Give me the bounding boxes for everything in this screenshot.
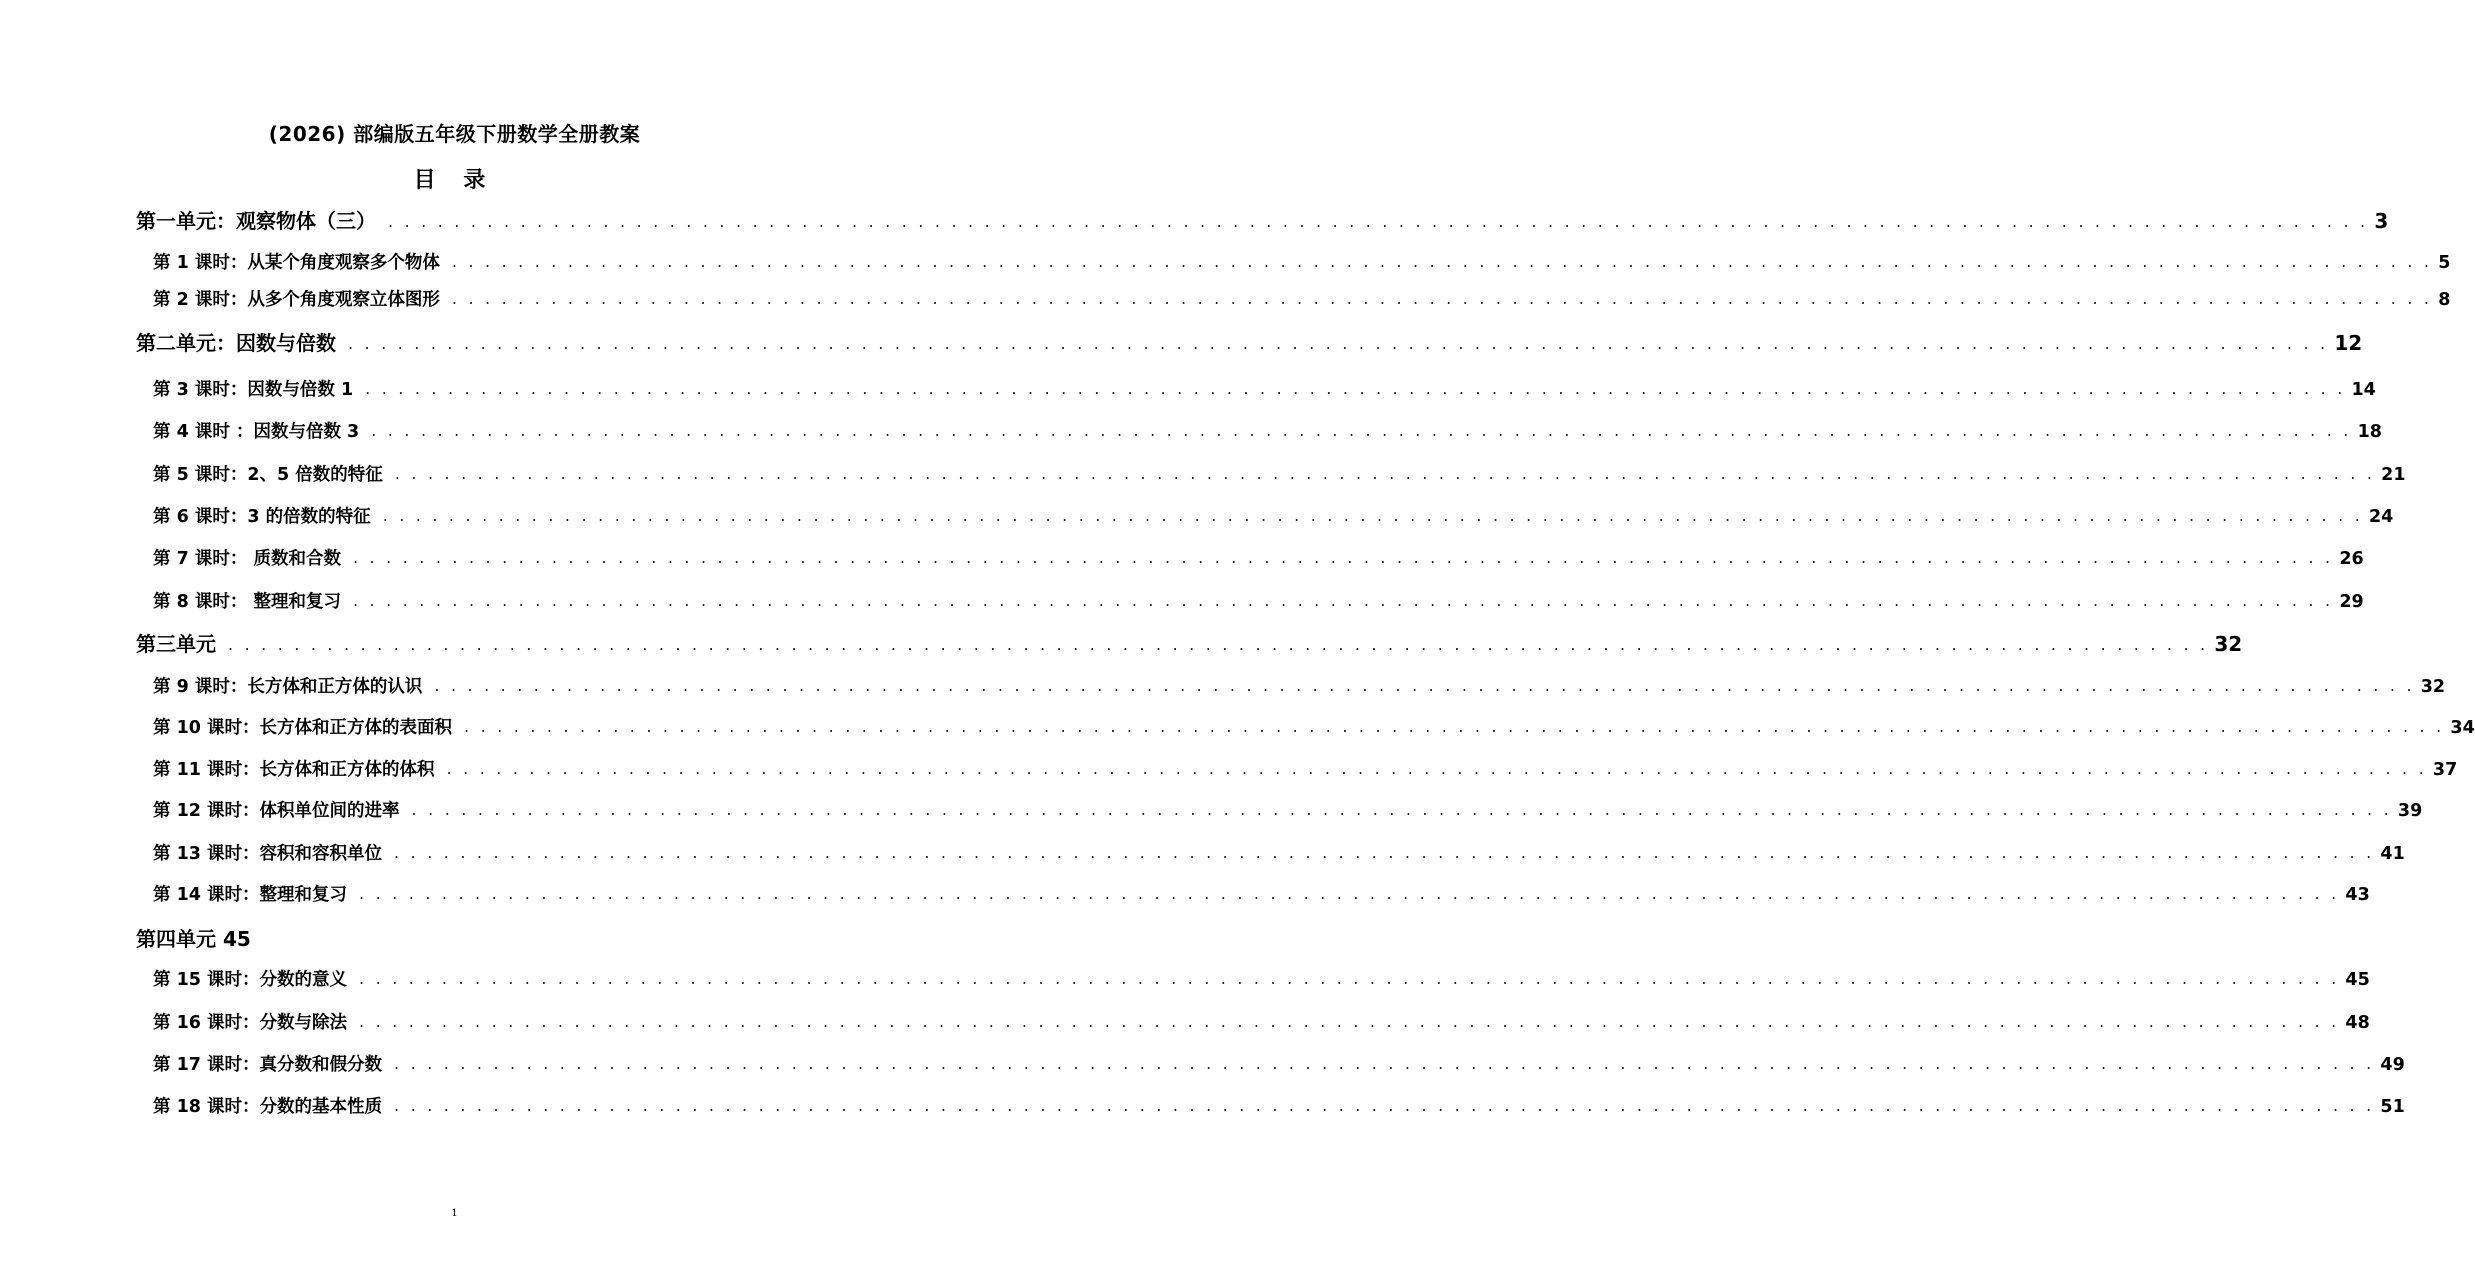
toc-dot-leader: . . . . . . . . . . . . . . . . . . . . . . . . . . . . . . . . . . . . . . . . . . . . . . . . . . . . . . . . . . . . . . . . . . . . . . . . . . . . . . . . . . . . . . . . . . . . . . . . . . . . . . . . . . . . . . . . . . . . . . . .	[434, 676, 2415, 695]
toc-lesson-entry[interactable]	[153, 714, 2475, 739]
toc-entry-page-number: 14	[2351, 380, 2376, 400]
toc-lesson-entry[interactable]	[153, 461, 2406, 486]
toc-entry-label: 第 12 课时：体积单位间的进率	[153, 801, 400, 821]
toc-lesson-entry[interactable]	[153, 673, 2446, 698]
toc-entry-page-number: 12	[2334, 331, 2363, 355]
toc-entry-page-number: 41	[2380, 844, 2405, 864]
toc-entry-page-number: 24	[2368, 507, 2394, 527]
toc-entry-label: 第 14 课时：整理和复习	[153, 885, 348, 905]
toc-entry-label: 第 9 课时：长方体和正方体的认识	[153, 677, 423, 697]
toc-entry-label: 第一单元：观察物体（三）	[136, 209, 376, 233]
toc-lesson-entry[interactable]	[153, 881, 2370, 906]
toc-entry-page-number: 43	[2345, 885, 2370, 905]
toc-dot-leader: . . . . . . . . . . . . . . . . . . . . . . . . . . . . . . . . . . . . . . . . . . . . . . . . . . . . . . . . . . . . . . . . . . . . . . . . . . . . . . . . . . . . . . . . . . . . . . . . . . . . . . . . . . . . . . . . . . . . . . . .	[359, 969, 2340, 988]
toc-lesson-entry[interactable]	[153, 286, 2451, 311]
toc-lesson-entry[interactable]	[153, 249, 2451, 274]
toc-entry-page-number: 26	[2339, 549, 2364, 569]
toc-lesson-entry[interactable]	[153, 756, 2458, 781]
toc-lesson-entry[interactable]	[153, 1093, 2405, 1118]
toc-entry-label: 第三单元	[136, 632, 216, 656]
toc-entry-label: 第 4 课时 ：因数与倍数 3	[153, 422, 360, 442]
toc-entry-page-number: 5	[2438, 253, 2451, 273]
toc-entry-page-number: 29	[2339, 592, 2364, 612]
toc-dot-leader: . . . . . . . . . . . . . . . . . . . . . . . . . . . . . . . . . . . . . . . . . . . . . . . . . . . . . . . . . . . . . . . . . . . . . . . . . . . . . . . . . . . . . . . . . . . . . . . . . . . . . . . . . . . . . . . . . . . . . . . .	[451, 252, 2433, 271]
toc-dot-leader: . . . . . . . . . . . . . . . . . . . . . . . . . . . . . . . . . . . . . . . . . . . . . . . . . . . . . . . . . . . . . . . . . . . . . . . . . . . . . . . . . . . . . . . . . . . . . . . . . . . . . . . . . . . . . . . . . . . . . . . .	[365, 379, 2346, 398]
toc-entry-label: 第 17 课时：真分数和假分数	[153, 1055, 383, 1075]
footer-page-number: 1	[451, 1208, 458, 1219]
toc-entry-label: 第 2 课时：从多个角度观察立体图形	[153, 290, 440, 310]
toc-entry-page-number: 21	[2381, 465, 2406, 485]
toc-entry-page-number: 39	[2397, 801, 2423, 821]
toc-entry-label: 第 3 课时：因数与倍数 1	[153, 380, 354, 400]
toc-lesson-entry[interactable]	[153, 588, 2364, 613]
toc-entry-page-number: 34	[2450, 718, 2475, 738]
toc-dot-leader: . . . . . . . . . . . . . . . . . . . . . . . . . . . . . . . . . . . . . . . . . . . . . . . . . . . . . . . . . . . . . . . . . . . . . . . . . . . . . . . . . . . . . . . . . . . . . . . . . . . . . . . . . . . . . . . . . . . . . . . .	[371, 421, 2352, 440]
toc-lesson-entry[interactable]	[153, 503, 2394, 528]
toc-lesson-entry[interactable]	[153, 797, 2423, 822]
toc-dot-leader: . . . . . . . . . . . . . . . . . . . . . . . . . . . . . . . . . . . . . . . . . . . . . . . . . . . . . . . . . . . . . . . . . . . . . . . . . . . . . . . . . . . . . . . . . . . . . . . . . . . . . . . . . . . . . . . . . . . . . . . .	[348, 334, 2329, 353]
toc-entry-page-number: 18	[2357, 422, 2382, 442]
toc-lesson-entry[interactable]	[153, 418, 2382, 443]
toc-entry-page-number: 48	[2345, 1013, 2370, 1033]
toc-unit-entry[interactable]	[136, 628, 2243, 657]
toc-entry-label: 第 13 课时：容积和容积单位	[153, 844, 383, 864]
toc-entry-page-number: 8	[2438, 290, 2451, 310]
toc-entry-label: 第 6 课时：3 的倍数的特征	[153, 507, 371, 527]
toc-dot-leader: . . . . . . . . . . . . . . . . . . . . . . . . . . . . . . . . . . . . . . . . . . . . . . . . . . . . . . . . . . . . . . . . . . . . . . . . . . . . . . . . . . . . . . . . . . . . . . . . . . . . . . . . . . . . . . . . . . . . . . . .	[394, 1096, 2375, 1115]
toc-entry-page-number: 51	[2380, 1097, 2405, 1117]
toc-dot-leader: . . . . . . . . . . . . . . . . . . . . . . . . . . . . . . . . . . . . . . . . . . . . . . . . . . . . . . . . . . . . . . . . . . . . . . . . . . . . . . . . . . . . . . . . . . . . . . . . . . . . . . . . . . . . . . . . . . . . . . . .	[394, 1054, 2375, 1073]
toc-entry-label: 第 7 课时： 质数和合数	[153, 549, 341, 569]
toc-heading: 目 录	[413, 168, 496, 193]
toc-dot-leader: . . . . . . . . . . . . . . . . . . . . . . . . . . . . . . . . . . . . . . . . . . . . . . . . . . . . . . . . . . . . . . . . . . . . . . . . . . . . . . . . . . . . . . . . . . . . . . . . . . . . . . . . . . . . . . . . . . . . . . . .	[394, 843, 2375, 862]
toc-unit-entry[interactable]	[136, 205, 2389, 234]
toc-dot-leader: . . . . . . . . . . . . . . . . . . . . . . . . . . . . . . . . . . . . . . . . . . . . . . . . . . . . . . . . . . . . . . . . . . . . . . . . . . . . . . . . . . . . . . . . . . . . . . . . . . . . . . . . . . . . . . . . . . . . . . . .	[451, 289, 2433, 308]
toc-entry-label: 第 1 课时：从某个角度观察多个物体	[153, 253, 440, 273]
toc-dot-leader: . . . . . . . . . . . . . . . . . . . . . . . . . . . . . . . . . . . . . . . . . . . . . . . . . . . . . . . . . . . . . . . . . . . . . . . . . . . . . . . . . . . . . . . . . . . . . . . . . . . . . . . . . . . . . . . . . . . . . . . .	[228, 635, 2209, 654]
toc-lesson-entry[interactable]	[153, 1009, 2370, 1034]
toc-dot-leader: . . . . . . . . . . . . . . . . . . . . . . . . . . . . . . . . . . . . . . . . . . . . . . . . . . . . . . . . . . . . . . . . . . . . . . . . . . . . . . . . . . . . . . . . . . . . . . . . . . . . . . . . . . . . . . . . . . . . . . . .	[359, 884, 2340, 903]
toc-dot-leader: . . . . . . . . . . . . . . . . . . . . . . . . . . . . . . . . . . . . . . . . . . . . . . . . . . . . . . . . . . . . . . . . . . . . . . . . . . . . . . . . . . . . . . . . . . . . . . . . . . . . . . . . . . . . . . . . . . . . . . . .	[464, 717, 2445, 736]
document-title: (2026) 部编版五年级下册数学全册教案	[268, 122, 641, 146]
toc-lesson-entry[interactable]	[153, 966, 2370, 991]
toc-lesson-entry[interactable]	[153, 840, 2405, 865]
toc-unit-entry[interactable]	[136, 327, 2363, 356]
toc-dot-leader: . . . . . . . . . . . . . . . . . . . . . . . . . . . . . . . . . . . . . . . . . . . . . . . . . . . . . . . . . . . . . . . . . . . . . . . . . . . . . . . . . . . . . . . . . . . . . . . . . . . . . . . . . . . . . . . . . . . . . . . .	[352, 548, 2334, 567]
toc-entry-label: 第 10 课时：长方体和正方体的表面积	[153, 718, 453, 738]
toc-dot-leader: . . . . . . . . . . . . . . . . . . . . . . . . . . . . . . . . . . . . . . . . . . . . . . . . . . . . . . . . . . . . . . . . . . . . . . . . . . . . . . . . . . . . . . . . . . . . . . . . . . . . . . . . . . . . . . . . . . . . . . . .	[446, 759, 2427, 778]
toc-dot-leader: . . . . . . . . . . . . . . . . . . . . . . . . . . . . . . . . . . . . . . . . . . . . . . . . . . . . . . . . . . . . . . . . . . . . . . . . . . . . . . . . . . . . . . . . . . . . . . . . . . . . . . . . . . . . . . . . . . . . . . . .	[359, 1012, 2340, 1031]
toc-entry-page-number: 32	[2214, 632, 2243, 656]
toc-dot-leader: . . . . . . . . . . . . . . . . . . . . . . . . . . . . . . . . . . . . . . . . . . . . . . . . . . . . . . . . . . . . . . . . . . . . . . . . . . . . . . . . . . . . . . . . . . . . . . . . . . . . . . . . . . . . . . . . . . . . . . . .	[394, 464, 2376, 483]
toc-dot-leader: . . . . . . . . . . . . . . . . . . . . . . . . . . . . . . . . . . . . . . . . . . . . . . . . . . . . . . . . . . . . . . . . . . . . . . . . . . . . . . . . . . . . . . . . . . . . . . . . . . . . . . . . . . . . . . . . . . . . . . . .	[388, 212, 2369, 231]
toc-entry-page-number: 45	[2345, 970, 2370, 990]
toc-unit-entry[interactable]	[136, 923, 760, 952]
toc-entry-page-number: 49	[2380, 1055, 2405, 1075]
toc-entry-label: 第 8 课时： 整理和复习	[153, 592, 341, 612]
toc-dot-leader: . . . . . . . . . . . . . . . . . . . . . . . . . . . . . . . . . . . . . . . . . . . . . . . . . . . . . . . . . . . . . . . . . . . . . . . . . . . . . . . . . . . . . . . . . . . . . . . . . . . . . . . . . . . . . . . . . . . . . . . .	[411, 800, 2392, 819]
toc-entry-page-number: 37	[2432, 760, 2458, 780]
toc-lesson-entry[interactable]	[153, 545, 2364, 570]
toc-dot-leader: . . . . . . . . . . . . . . . . . . . . . . . . . . . . . . . . . . . . . . . . . . . . . . . . . . . . . . . . . . . . . . . . . . . . . . . . . . . . . . . . . . . . . . . . . . . . . . . . . . . . . . . . . . . . . . . . . . . . . . . .	[352, 591, 2334, 610]
toc-entry-page-number: 32	[2420, 677, 2446, 697]
toc-entry-label: 第二单元：因数与倍数	[136, 331, 336, 355]
toc-entry-label: 第四单元 45	[136, 927, 251, 951]
toc-lesson-entry[interactable]	[153, 376, 2376, 401]
toc-entry-page-number: 3	[2374, 209, 2389, 233]
toc-entry-label: 第 16 课时：分数与除法	[153, 1013, 348, 1033]
toc-lesson-entry[interactable]	[153, 1051, 2405, 1076]
toc-dot-leader: . . . . . . . . . . . . . . . . . . . . . . . . . . . . . . . . . . . . . . . . . . . . . . . . . . . . . . . . . . . . . . . . . . . . . . . . . . . . . . . . . . . . . . . . . . . . . . . . . . . . . . . . . . . . . . . . . . . . . . . .	[382, 506, 2363, 525]
toc-entry-label: 第 18 课时：分数的基本性质	[153, 1097, 383, 1117]
toc-entry-label: 第 5 课时：2、5 倍数的特征	[153, 465, 383, 485]
toc-entry-label: 第 15 课时：分数的意义	[153, 970, 348, 990]
toc-entry-label: 第 11 课时：长方体和正方体的体积	[153, 760, 435, 780]
